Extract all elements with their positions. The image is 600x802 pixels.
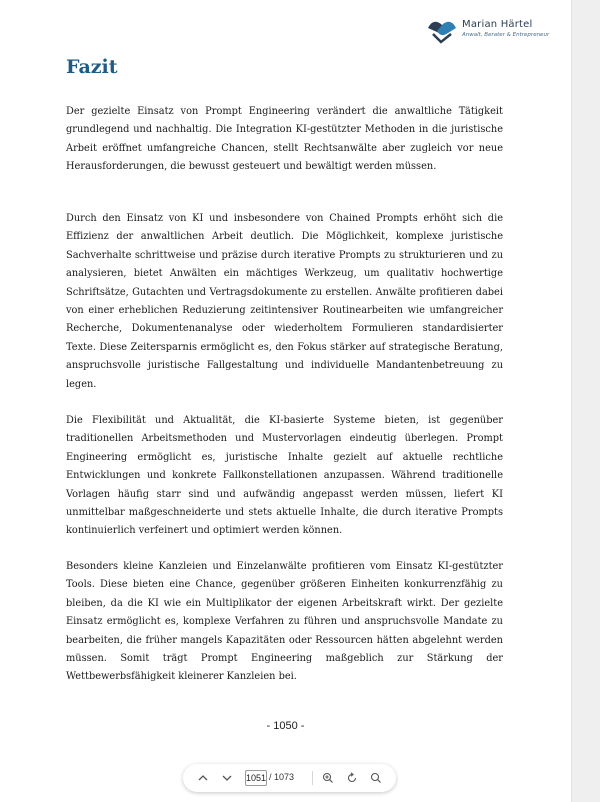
paragraph: Durch den Einsatz von KI und insbesondere von Chained Prompts erhöht sich die Effizienz der anwaltlichen Arbeit deutlich. Die Möglichkeit, komplexe juristische Sachverhalte schrittweise und präzise durch iterative Prompts zu strukturieren und zu analysieren, bietet Anwälten ein mächtiges Werkzeug, um qualitativ hochwertige Schriftsätze, Gutachten und Vertragsdokumente zu erstellen. Anwälte profitieren dabei von einer erheblichen Reduzierung zeitintensiver Routinearbeiten wie umfangreicher Recherche, Dokumentenanalyse oder wiederholtem Formulieren standardisierter Texte. Diese Zeitersparnis ermöglicht es, den Fokus stärker auf strategische Beratung, anspruchsvolle juristische Fallgestaltung und individuelle Mandantenbetreuung zu legen. [66,213,503,390]
search-button[interactable] [368,770,384,786]
previous-page-button[interactable] [195,770,211,786]
search-icon [370,772,382,784]
handshake-logo-icon [425,16,459,44]
logo-tagline: Anwalt, Berater & Entrepreneur [462,32,550,38]
rotate-icon [346,772,358,784]
next-page-button[interactable] [219,770,235,786]
pdf-toolbar [183,764,396,792]
logo-name: Marian Härtel [462,19,533,30]
paragraph: Der gezielte Einsatz von Prompt Engineering verändert die anwaltliche Tätigkeit grundlegend und nachhaltig. Die Integration KI-gestützter Methoden in die juristische Arbeit eröffnet umfangreiche Chancen, stellt Rechtsanwälte aber zugleich vor neue Herausforderungen, die bewusst gesteuert und bewältigt werden müssen. [66,106,503,173]
paragraph: Besonders kleine Kanzleien und Einzelanwälte profitieren vom Einsatz KI-gestützter Tools. Diese bieten eine Chance, gegenüber größeren Einheiten konkurrenzfähig zu bleiben, da die KI wie ein Multiplikator der eigenen Arbeitskraft wirkt. Der gezielte Einsatz ermöglicht es, komplexe Verfahren zu führen und anspruchsvolle Mandate zu bearbeiten, die früher mangels Kapazitäten oder Ressourcen hätten abgelehnt werden müssen. Somit trägt Prompt Engineering maßgeblich zur Stärkung der Wettbewerbsfähigkeit kleinerer Kanzleien bei. [66,561,503,683]
toolbar-divider [312,771,313,785]
page-number-input[interactable] [245,770,267,786]
logo [425,16,570,46]
scrollbar[interactable] [571,0,600,802]
paragraph: Die Flexibilität und Aktualität, die KI-basierte Systeme bieten, ist gegenüber traditionellen Arbeitsmethoden und Mustervorlagen eindeutig überlegen. Prompt Engineering ermöglicht es, juristische Inhalte gezielt auf aktuelle rechtliche Entwicklungen und konkrete Fallkonstellationen anzupassen. Während traditionelle Vorlagen häufig starr sind und aufwändig angepasst werden müssen, liefert KI unmittelbar maßgeschneiderte und stets aktuelle Inhalte, die durch iterative Prompts kontinuierlich verfeinert und optimiert werden können. [66,415,503,537]
section-heading: Fazit [66,56,118,78]
total-pages: / 1073 [269,772,295,782]
chevron-down-icon [221,772,233,784]
page-number: - 1050 - [266,720,305,732]
chevron-up-icon [197,772,209,784]
rotate-button[interactable] [344,770,360,786]
zoom-in-icon [322,772,334,784]
zoom-in-button[interactable] [320,770,336,786]
